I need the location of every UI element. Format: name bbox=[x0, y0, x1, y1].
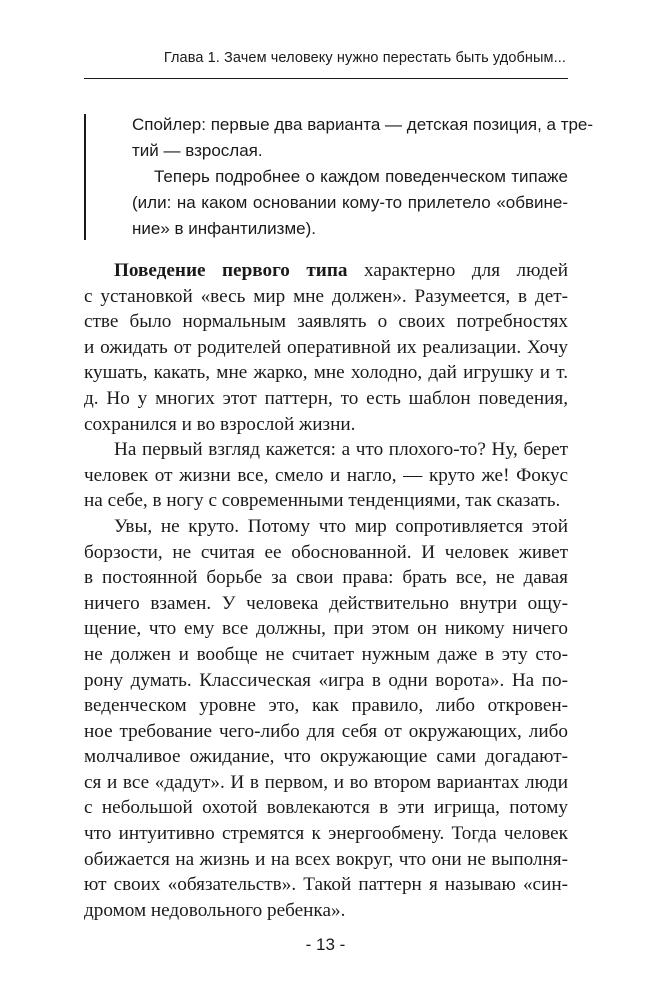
running-head: Глава 1. Зачем человеку нужно перестать быть удобным... bbox=[163, 50, 566, 66]
body-line: что интуитивно стремятся к энергообмену. Тогда человек bbox=[84, 823, 568, 845]
body-line: с установкой «весь мир мне должен». Разумеется, в дет- bbox=[84, 285, 568, 307]
body-line: дромом недовольного ребенка». bbox=[84, 899, 346, 921]
body-line: с небольшой охотой вовлекаются в эти игрища, потому bbox=[84, 797, 568, 819]
body-line-rest: характерно для людей bbox=[347, 260, 568, 281]
body-line: в постоянной борьбе за свои права: брать все, не давая bbox=[84, 567, 568, 589]
body-line: человек от жизни все, смело и нагло, — круто же! Фокус bbox=[84, 464, 568, 486]
body-line: стве было нормальным заявлять о своих потребностях bbox=[84, 311, 568, 333]
body-line: молчаливое ожидание, что окружающие сами догадают- bbox=[84, 746, 568, 768]
body-line: ся и все «дадут». И в первом, и во втором вариантах люди bbox=[84, 771, 568, 793]
body-line: д. Но у многих этот паттерн, то есть шаблон поведения, bbox=[84, 387, 568, 409]
body-line: кушать, какать, мне жарко, мне холодно, дай игрушку и т. bbox=[84, 362, 568, 384]
page-number: - 13 - bbox=[305, 935, 346, 954]
body-line: На первый взгляд кажется: а что плохого-то? Ну, берет bbox=[114, 439, 568, 461]
lead-in-bold: Поведение первого типа bbox=[114, 260, 348, 281]
body-line: веденческом уровне это, как правило, либо откровен- bbox=[84, 695, 568, 717]
body-line: Увы, не круто. Потому что мир сопротивляется этой bbox=[114, 515, 568, 537]
body-line: сохранился и во взрослой жизни. bbox=[84, 413, 356, 435]
callout-text bbox=[132, 112, 594, 242]
callout-line: Спойлер: первые два варианта — детская позиция, а тре- bbox=[132, 115, 594, 134]
body-line: не должен и вообще не считает нужным даже в эту сто- bbox=[84, 643, 568, 665]
body-line: ют своих «обязательств». Такой паттерн я называю «син- bbox=[84, 874, 568, 896]
body-text bbox=[84, 258, 568, 923]
header-rule bbox=[84, 78, 568, 79]
paragraph-2 bbox=[84, 437, 568, 514]
body-line: ное требование чего-либо для себя от окружающих, либо bbox=[84, 720, 568, 742]
callout-bar bbox=[84, 114, 86, 240]
body-line: ничего взамен. У человека действительно внутри ощу- bbox=[84, 592, 568, 614]
callout-line: (или: на каком основании кому-то прилетело «обвине- bbox=[132, 193, 568, 212]
body-line: щение, что ему все должны, при этом он никому ничего bbox=[84, 618, 568, 640]
body-line bbox=[84, 258, 568, 284]
callout-line: тий — взрослая. bbox=[132, 141, 263, 160]
callout-line: ние» в инфантилизме). bbox=[132, 219, 317, 238]
paragraph-1 bbox=[84, 258, 568, 437]
body-line: обижается на жизнь и на всех вокруг, что они не выполня- bbox=[84, 848, 568, 870]
paragraph-3 bbox=[84, 514, 568, 924]
body-line: на себе, в ногу с современными тенденциями, так сказать. bbox=[84, 490, 561, 512]
body-line: рону думать. Классическая «игра в одни ворота». На по- bbox=[84, 669, 568, 691]
body-line: и ожидать от родителей оперативной их реализации. Хочу bbox=[84, 336, 568, 358]
callout-box bbox=[84, 112, 594, 240]
body-line: борзости, не считая ее обоснованной. И человек живет bbox=[84, 541, 568, 563]
callout-line: Теперь подробнее о каждом поведенческом типаже bbox=[154, 167, 568, 186]
